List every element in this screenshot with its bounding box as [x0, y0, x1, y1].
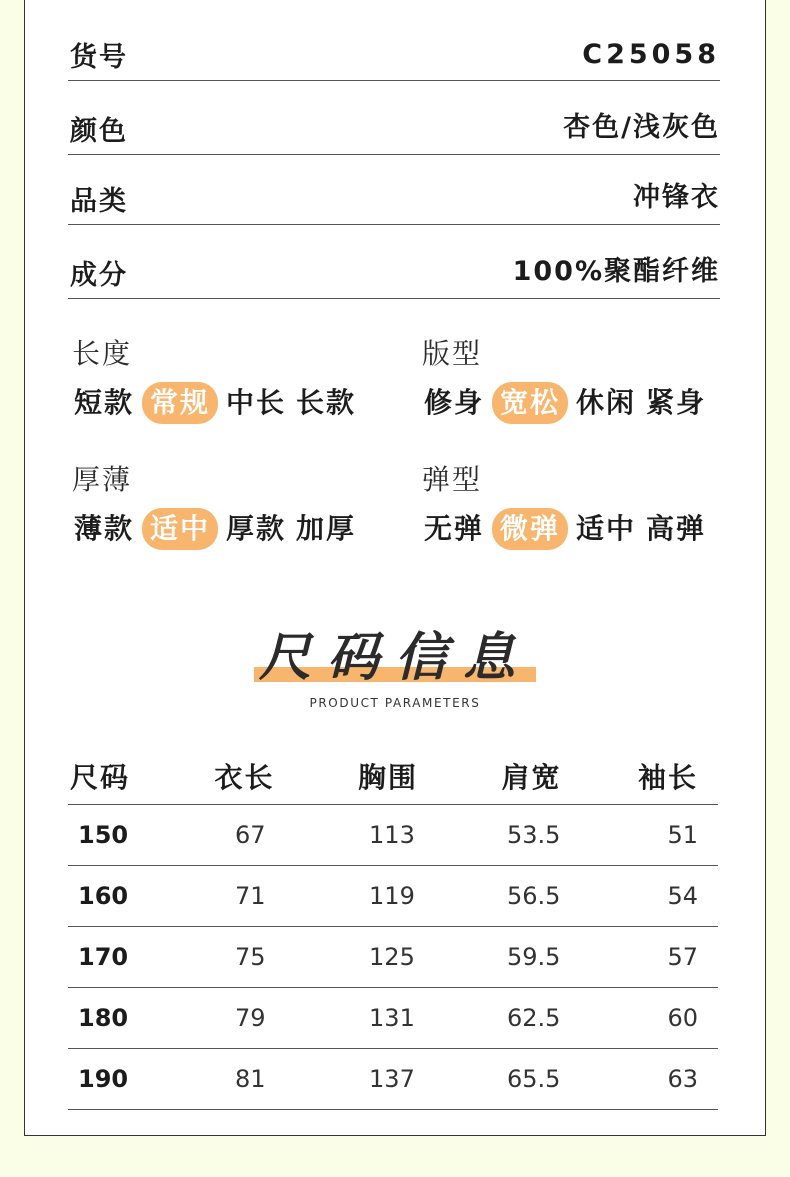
- option: 适中: [576, 512, 637, 545]
- info-row-material: [68, 238, 720, 299]
- table-row: [68, 988, 718, 1049]
- header-cell: 胸围: [357, 761, 418, 794]
- option: 无弹: [424, 512, 485, 545]
- option: 高弹: [646, 512, 707, 545]
- cell: 75: [234, 943, 266, 971]
- cell: 180: [78, 1004, 129, 1032]
- cell: 71: [234, 882, 266, 910]
- cell: 119: [369, 882, 415, 910]
- option: 薄款: [74, 512, 135, 545]
- option: 修身: [424, 386, 485, 419]
- info-label: 货号: [70, 42, 128, 73]
- info-row-color: [68, 94, 720, 155]
- cell: 190: [78, 1065, 129, 1093]
- table-row: [68, 927, 718, 988]
- info-row-category: [68, 164, 720, 225]
- option: 加厚: [296, 512, 357, 545]
- table-header: [68, 748, 718, 805]
- cell: 79: [234, 1004, 266, 1032]
- table-row: [68, 1049, 718, 1110]
- header-cell: 尺码: [70, 761, 131, 794]
- attr-fit: [422, 332, 708, 424]
- size-section-title: 尺码信息: [258, 628, 531, 688]
- table-row: [68, 866, 718, 927]
- cell: 60: [667, 1004, 699, 1032]
- cell: 57: [667, 943, 699, 971]
- option-selected: 常规: [142, 382, 218, 424]
- info-value: 冲锋衣: [633, 182, 720, 213]
- attr-elasticity: [422, 458, 708, 550]
- info-label: 成分: [70, 260, 128, 291]
- info-value: C25058: [582, 39, 720, 70]
- info-label: 颜色: [70, 116, 128, 147]
- info-label: 品类: [70, 186, 128, 217]
- attr-title: 版型: [422, 337, 483, 370]
- size-section-heading: [0, 628, 790, 710]
- attr-title: 长度: [72, 337, 133, 370]
- header-cell: 肩宽: [501, 761, 562, 794]
- cell: 67: [234, 821, 266, 849]
- cell: 54: [667, 882, 699, 910]
- attr-length: [72, 332, 358, 424]
- option-selected: 适中: [142, 508, 218, 550]
- attr-title: 厚薄: [72, 463, 133, 496]
- cell: 131: [369, 1004, 415, 1032]
- size-section-subtitle: PRODUCT PARAMETERS: [309, 696, 481, 710]
- cell: 51: [667, 821, 699, 849]
- table-row: [68, 805, 718, 866]
- cell: 150: [78, 821, 129, 849]
- option: 休闲: [576, 386, 637, 419]
- info-value: 100%聚酯纤维: [512, 256, 720, 287]
- cell: 81: [234, 1065, 266, 1093]
- option: 中长: [226, 386, 287, 419]
- option: 厚款: [226, 512, 287, 545]
- attr-title: 弹型: [422, 463, 483, 496]
- cell: 59.5: [506, 943, 561, 971]
- header-cell: 衣长: [214, 761, 275, 794]
- size-table: [68, 748, 718, 1110]
- option-selected: 微弹: [492, 508, 568, 550]
- cell: 62.5: [506, 1004, 561, 1032]
- cell: 63: [667, 1065, 699, 1093]
- cell: 53.5: [506, 821, 561, 849]
- attr-thickness: [72, 458, 358, 550]
- cell: 137: [369, 1065, 415, 1093]
- cell: 65.5: [506, 1065, 561, 1093]
- header-cell: 袖长: [638, 761, 699, 794]
- info-row-item-no: [68, 20, 720, 81]
- cell: 170: [78, 943, 129, 971]
- info-value: 杏色/浅灰色: [563, 112, 720, 143]
- cell: 56.5: [506, 882, 561, 910]
- cell: 125: [369, 943, 415, 971]
- cell: 113: [369, 821, 415, 849]
- option: 紧身: [646, 386, 707, 419]
- cell: 160: [78, 882, 129, 910]
- option: 短款: [74, 386, 135, 419]
- option-selected: 宽松: [492, 382, 568, 424]
- option: 长款: [296, 386, 357, 419]
